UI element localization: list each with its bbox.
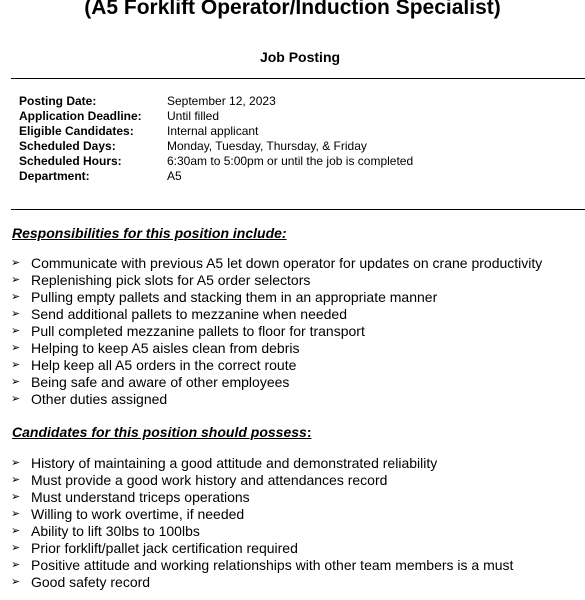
list-item: [11, 455, 513, 472]
detail-row-scheduled-days: [19, 139, 413, 154]
arrow-bullet-icon: ➢: [11, 376, 21, 388]
detail-value: 6:30am to 5:00pm or until the job is completed: [167, 154, 414, 168]
responsibilities-list: [11, 255, 542, 408]
list-item-text: Communicate with previous A5 let down operator for updates on crane productivity: [31, 255, 543, 271]
arrow-bullet-icon: ➢: [11, 491, 21, 503]
arrow-bullet-icon: ➢: [11, 291, 21, 303]
detail-label: Department:: [19, 169, 90, 183]
list-item-text: Being safe and aware of other employees: [31, 374, 290, 390]
list-item-text: History of maintaining a good attitude and demonstrated reliability: [31, 455, 438, 471]
list-item-text: Willing to work overtime, if needed: [31, 506, 245, 522]
detail-label: Scheduled Hours:: [19, 154, 122, 168]
arrow-bullet-icon: ➢: [11, 542, 21, 554]
list-item: [11, 523, 513, 540]
list-item: [11, 391, 542, 408]
arrow-bullet-icon: ➢: [11, 576, 21, 588]
detail-value: September 12, 2023: [167, 94, 276, 108]
list-item-text: Send additional pallets to mezzanine when needed: [31, 306, 348, 322]
list-item-text: Pull completed mezzanine pallets to floor for transport: [31, 323, 365, 339]
candidates-heading-text: Candidates for this position should possess: [12, 424, 307, 440]
list-item-text: Pulling empty pallets and stacking them in an appropriate manner: [31, 289, 438, 305]
list-item-text: Ability to lift 30lbs to 100lbs: [31, 523, 200, 539]
job-posting-subtitle: Job Posting: [259, 49, 341, 65]
list-item-text: Other duties assigned: [31, 391, 168, 407]
detail-label: Scheduled Days:: [19, 139, 116, 153]
list-item: [11, 357, 542, 374]
arrow-bullet-icon: ➢: [11, 359, 21, 371]
list-item: [11, 472, 513, 489]
list-item: [11, 272, 542, 289]
list-item-text: Help keep all A5 orders in the correct route: [31, 357, 297, 373]
arrow-bullet-icon: ➢: [11, 393, 21, 405]
list-item-text: Positive attitude and working relationships with other team members is a must: [31, 557, 514, 573]
top-divider: [11, 78, 585, 79]
detail-row-posting-date: [19, 94, 413, 109]
detail-row-department: [19, 169, 413, 184]
candidates-heading-colon: :: [306, 424, 312, 440]
list-item: [11, 540, 513, 557]
list-item: [11, 323, 542, 340]
arrow-bullet-icon: ➢: [11, 559, 21, 571]
job-title: (A5 Forklift Operator/Induction Specialist): [84, 0, 501, 19]
arrow-bullet-icon: ➢: [11, 342, 21, 354]
list-item: [11, 557, 513, 574]
arrow-bullet-icon: ➢: [11, 525, 21, 537]
detail-label: Posting Date:: [19, 94, 97, 108]
list-item: [11, 574, 513, 591]
details-divider: [11, 209, 585, 210]
detail-row-application-deadline: [19, 109, 413, 124]
responsibilities-heading: Responsibilities for this position include:: [12, 225, 287, 241]
list-item-text: Prior forklift/pallet jack certification required: [31, 540, 298, 556]
detail-value: Until filled: [167, 109, 220, 123]
detail-value: Monday, Tuesday, Thursday, & Friday: [167, 139, 367, 153]
list-item-text: Must understand triceps operations: [31, 489, 250, 505]
arrow-bullet-icon: ➢: [11, 457, 21, 469]
list-item: [11, 255, 542, 272]
detail-row-eligible-candidates: [19, 124, 413, 139]
detail-row-scheduled-hours: [19, 154, 413, 169]
list-item: [11, 340, 542, 357]
detail-label: Application Deadline:: [19, 109, 142, 123]
candidates-heading: [12, 423, 312, 441]
arrow-bullet-icon: ➢: [11, 508, 21, 520]
list-item: [11, 306, 542, 323]
list-item: [11, 374, 542, 391]
list-item-text: Replenishing pick slots for A5 order selectors: [31, 272, 311, 288]
list-item-text: Good safety record: [31, 574, 151, 590]
list-item-text: Must provide a good work history and attendances record: [31, 472, 388, 488]
detail-label: Eligible Candidates:: [19, 124, 134, 138]
arrow-bullet-icon: ➢: [11, 474, 21, 486]
list-item: [11, 489, 513, 506]
list-item: [11, 506, 513, 523]
candidates-list: [11, 455, 513, 591]
list-item-text: Helping to keep A5 aisles clean from debris: [31, 340, 300, 356]
arrow-bullet-icon: ➢: [11, 274, 21, 286]
detail-value: A5: [167, 169, 182, 183]
detail-value: Internal applicant: [167, 124, 259, 138]
arrow-bullet-icon: ➢: [11, 308, 21, 320]
list-item: [11, 289, 542, 306]
arrow-bullet-icon: ➢: [11, 257, 21, 269]
posting-details: [19, 94, 413, 184]
arrow-bullet-icon: ➢: [11, 325, 21, 337]
